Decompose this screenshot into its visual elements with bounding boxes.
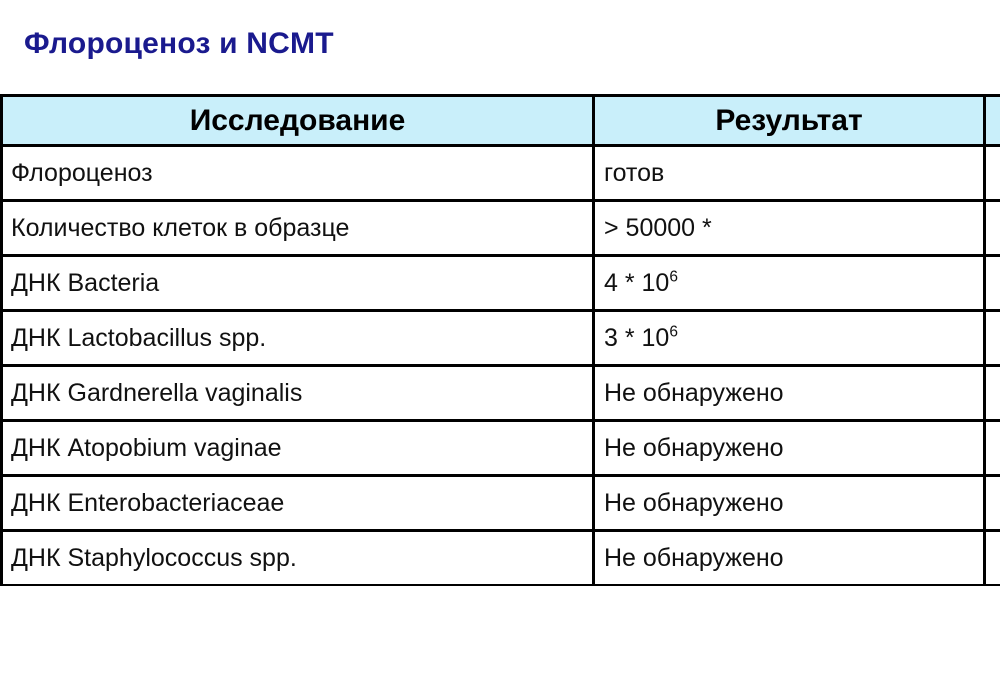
cell-extra bbox=[985, 311, 1000, 366]
study-label: ДНК Atopobium vaginae bbox=[11, 434, 282, 462]
cell-extra bbox=[985, 476, 1000, 531]
cell-study bbox=[2, 421, 594, 476]
study-label: ДНК Enterobacteriaceae bbox=[11, 489, 285, 517]
cell-result bbox=[594, 421, 985, 476]
results-table-container bbox=[0, 94, 1000, 586]
result-value: Не обнаружено bbox=[604, 489, 784, 517]
cell-extra bbox=[985, 146, 1000, 201]
page-title: Флороценоз и NCMT bbox=[24, 27, 334, 60]
cell-result bbox=[594, 311, 985, 366]
cell-extra bbox=[985, 366, 1000, 421]
study-label: ДНК Bacteria bbox=[11, 269, 160, 297]
study-label: ДНК Staphylococcus spp. bbox=[11, 544, 297, 572]
result-value: > 50000 * bbox=[604, 214, 712, 242]
table-row bbox=[2, 201, 1000, 256]
cell-result bbox=[594, 256, 985, 311]
result-value bbox=[595, 323, 983, 353]
table-head bbox=[2, 96, 1000, 146]
result-exponent: 6 bbox=[669, 323, 678, 341]
cell-result bbox=[594, 476, 985, 531]
table-header-row bbox=[2, 96, 1000, 146]
cell-extra bbox=[985, 531, 1000, 586]
results-table bbox=[0, 94, 1000, 586]
result-mantissa: 4 * 10 bbox=[604, 269, 670, 297]
cell-study bbox=[2, 311, 594, 366]
study-label: ДНК Lactobacillus spp. bbox=[11, 324, 267, 352]
table-body bbox=[2, 146, 1000, 586]
cell-result bbox=[594, 366, 985, 421]
cell-study bbox=[2, 256, 594, 311]
cell-result bbox=[594, 531, 985, 586]
result-value bbox=[595, 268, 983, 298]
cell-extra bbox=[985, 256, 1000, 311]
column-header-study: Исследование bbox=[2, 96, 594, 146]
result-mantissa: 3 * 10 bbox=[604, 324, 670, 352]
cell-extra bbox=[985, 421, 1000, 476]
cell-result bbox=[594, 201, 985, 256]
cell-study bbox=[2, 201, 594, 256]
column-header-extra bbox=[985, 96, 1000, 146]
cell-study bbox=[2, 476, 594, 531]
column-header-result: Результат bbox=[594, 96, 985, 146]
study-label: Количество клеток в образце bbox=[11, 214, 350, 242]
study-label: ДНК Gardnerella vaginalis bbox=[11, 379, 303, 407]
table-row bbox=[2, 311, 1000, 366]
table-row bbox=[2, 531, 1000, 586]
cell-extra bbox=[985, 201, 1000, 256]
cell-study bbox=[2, 531, 594, 586]
cell-result bbox=[594, 146, 985, 201]
result-value: Не обнаружено bbox=[604, 379, 784, 407]
table-row bbox=[2, 476, 1000, 531]
result-value: готов bbox=[604, 159, 665, 187]
cell-study bbox=[2, 146, 594, 201]
table-row bbox=[2, 421, 1000, 476]
result-exponent: 6 bbox=[669, 268, 678, 286]
table-row bbox=[2, 256, 1000, 311]
cell-study bbox=[2, 366, 594, 421]
table-row bbox=[2, 146, 1000, 201]
study-label: Флороценоз bbox=[11, 159, 153, 187]
table-row bbox=[2, 366, 1000, 421]
result-value: Не обнаружено bbox=[604, 434, 784, 462]
result-value: Не обнаружено bbox=[604, 544, 784, 572]
